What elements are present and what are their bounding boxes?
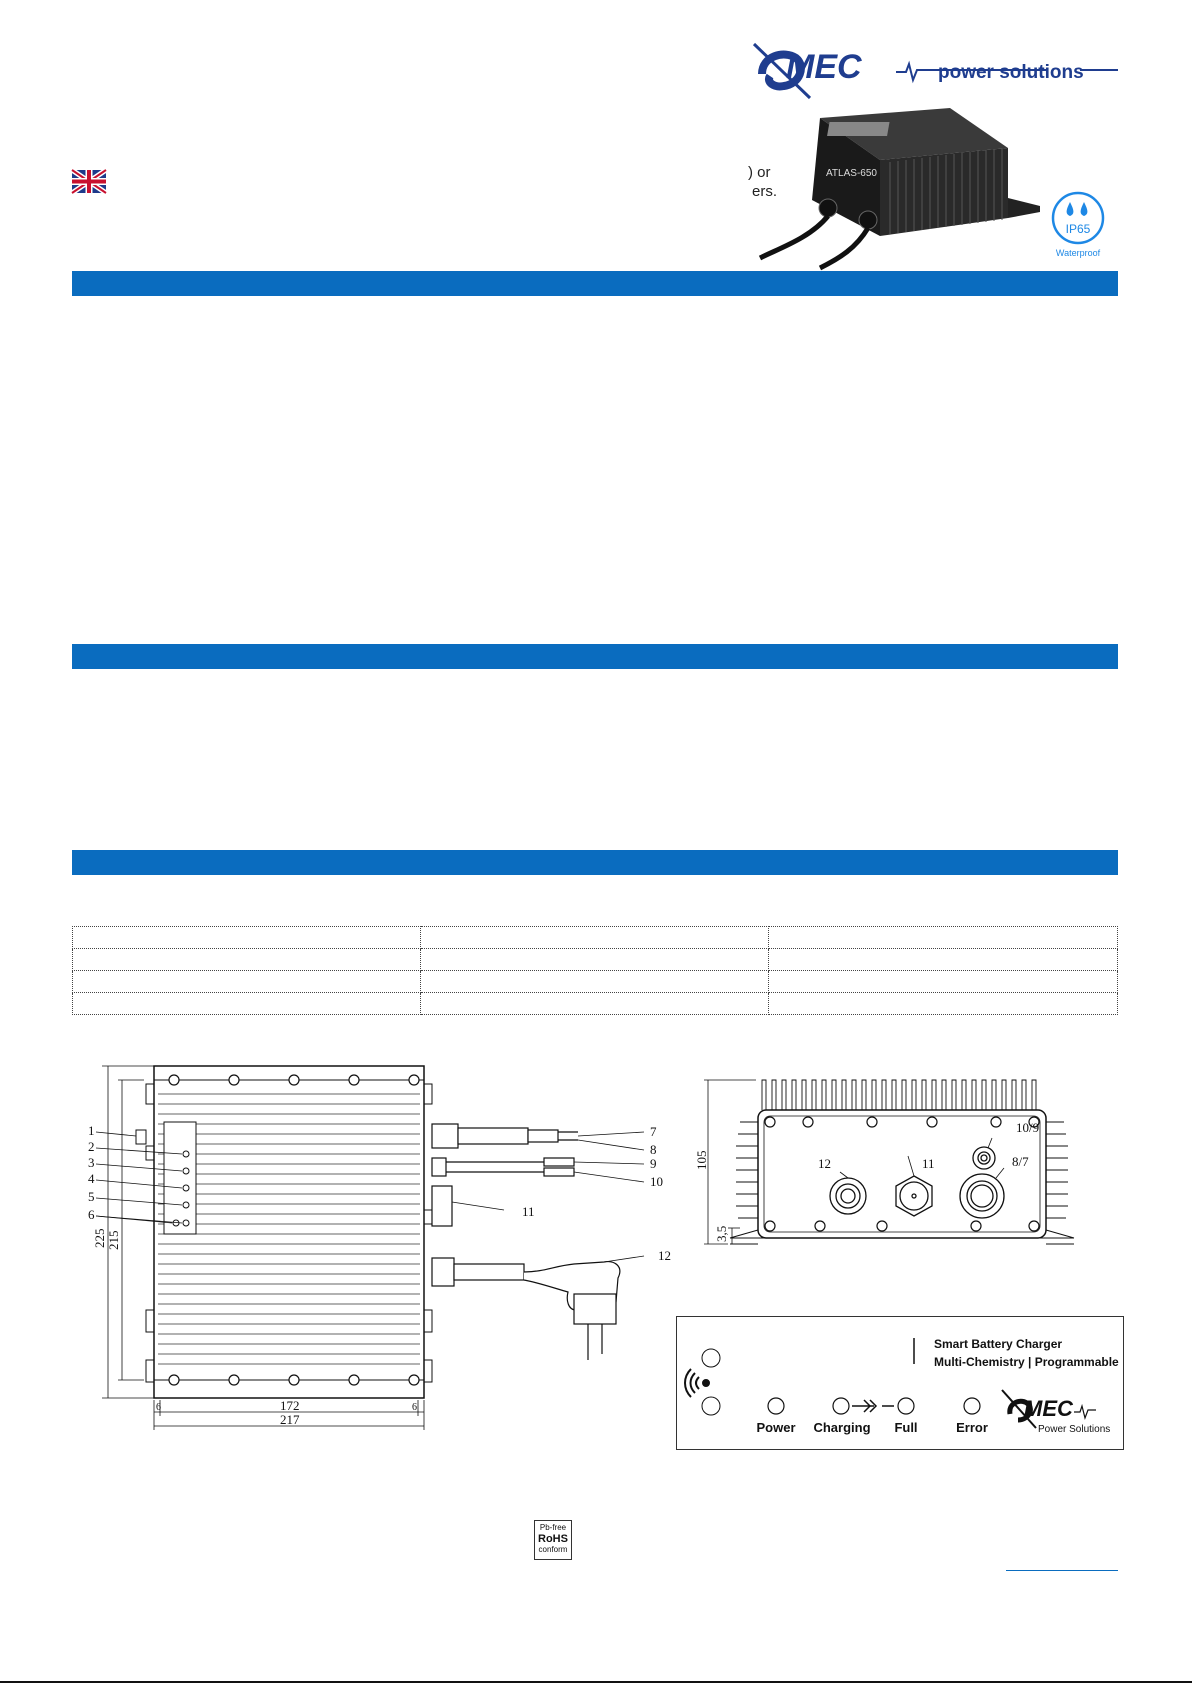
ip65-text: IP65 bbox=[1065, 222, 1091, 236]
front-callout-11: 11 bbox=[922, 1156, 935, 1171]
led-label-power: Power bbox=[756, 1420, 796, 1435]
logo-tagline: power solutions bbox=[938, 62, 1084, 83]
panel-title-2: Multi-Chemistry | Programmable bbox=[934, 1355, 1119, 1369]
table-row bbox=[73, 949, 1118, 971]
rohs-badge bbox=[534, 1520, 572, 1560]
dim-217: 217 bbox=[280, 1412, 300, 1427]
section-header-band-1 bbox=[72, 271, 1118, 296]
callout-2: 2 bbox=[88, 1139, 95, 1154]
front-panel-label bbox=[676, 1316, 1124, 1450]
dim-6-left: 6 bbox=[156, 1402, 161, 1413]
product-photo bbox=[760, 108, 1040, 268]
dim-105: 105 bbox=[694, 1150, 709, 1170]
callout-1: 1 bbox=[88, 1123, 95, 1138]
power-led bbox=[768, 1398, 784, 1414]
callout-3: 3 bbox=[88, 1155, 95, 1170]
callout-7: 7 bbox=[650, 1124, 657, 1139]
intro-fragment-2: ers. bbox=[752, 183, 778, 200]
table-row bbox=[73, 927, 1118, 949]
intro-fragment-1: ) or bbox=[748, 164, 771, 181]
website-link[interactable] bbox=[1006, 1570, 1118, 1571]
callout-4: 4 bbox=[88, 1171, 95, 1186]
dim-6-right: 6 bbox=[412, 1402, 417, 1413]
top-view-drawing bbox=[84, 1060, 704, 1440]
mec-logo-mark bbox=[748, 40, 1118, 104]
callout-11: 11 bbox=[522, 1204, 535, 1219]
footer-rule bbox=[0, 1681, 1192, 1683]
product-label: ATLAS-650 bbox=[826, 168, 877, 179]
logo-wordmark: MEC bbox=[786, 48, 862, 86]
led-label-full: Full bbox=[894, 1420, 918, 1435]
spec-table bbox=[72, 926, 1118, 1015]
dim-225: 225 bbox=[92, 1228, 107, 1248]
panel-logo-sub: Power Solutions bbox=[1038, 1424, 1111, 1435]
rohs-line-2: RoHS bbox=[538, 1533, 568, 1545]
charging-led bbox=[833, 1398, 849, 1414]
dim-3-5: 3,5 bbox=[714, 1225, 729, 1242]
led-label-charging: Charging bbox=[813, 1420, 871, 1435]
error-led bbox=[964, 1398, 980, 1414]
front-view-drawing bbox=[694, 1072, 1120, 1272]
front-callout-12: 12 bbox=[818, 1156, 831, 1171]
callout-12: 12 bbox=[658, 1248, 671, 1263]
callout-9: 9 bbox=[650, 1156, 657, 1171]
full-led bbox=[898, 1398, 914, 1414]
led-indicator bbox=[702, 1349, 720, 1367]
section-header-band-2 bbox=[72, 644, 1118, 669]
callout-8: 8 bbox=[650, 1142, 657, 1157]
table-row bbox=[73, 971, 1118, 993]
panel-logo-wordmark: MEC bbox=[1024, 1396, 1073, 1421]
panel-title-1: Smart Battery Charger bbox=[934, 1337, 1063, 1351]
uk-flag-icon[interactable] bbox=[72, 170, 106, 193]
waterproof-caption: Waterproof bbox=[1055, 248, 1101, 258]
rohs-line-1: Pb-free bbox=[539, 1523, 567, 1532]
table-row bbox=[73, 993, 1118, 1015]
dim-172: 172 bbox=[280, 1398, 300, 1413]
led-label-error: Error bbox=[956, 1420, 988, 1435]
callout-10: 10 bbox=[650, 1174, 663, 1189]
section-header-band-3 bbox=[72, 850, 1118, 875]
dim-215: 215 bbox=[106, 1230, 121, 1250]
ip65-badge bbox=[1048, 190, 1108, 258]
front-callout-10-9: 10/9 bbox=[1016, 1120, 1040, 1135]
led-indicator bbox=[702, 1397, 720, 1415]
callout-6: 6 bbox=[88, 1207, 95, 1222]
callout-5: 5 bbox=[88, 1189, 95, 1204]
rohs-line-3: conform bbox=[538, 1545, 568, 1554]
front-callout-8-7: 8/7 bbox=[1012, 1154, 1029, 1169]
mec-logo bbox=[748, 40, 1118, 104]
